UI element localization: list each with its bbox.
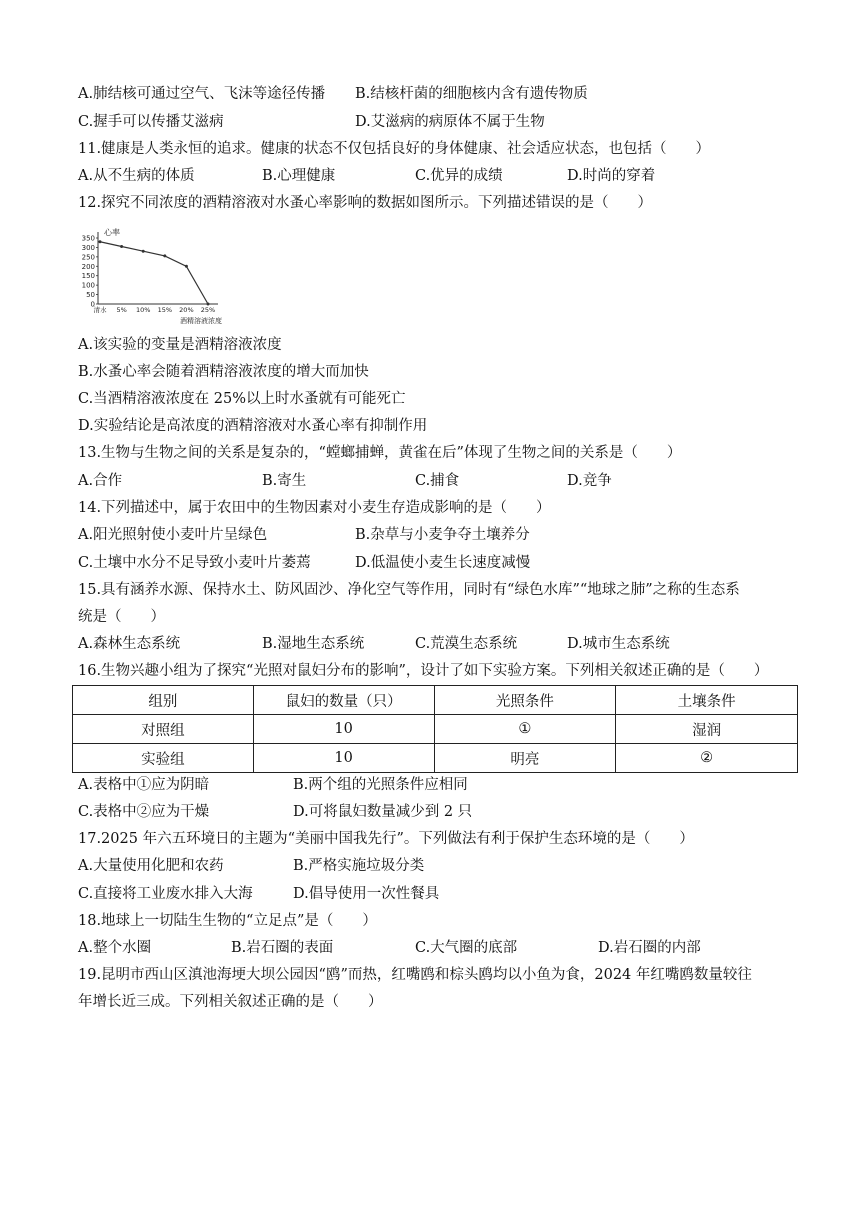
q10-option-c: C.握手可以传播艾滋病 [78, 114, 224, 130]
chart-x-ticks [94, 305, 216, 314]
q14-option-c: C.土壤中水分不足导致小麦叶片萎蔫 [78, 555, 311, 571]
x-tick-label: 25% [200, 306, 216, 314]
y-tick-label: 250 [81, 253, 95, 262]
chart-axes [98, 232, 218, 304]
chart-x-axis-label: 酒精溶液浓度 [180, 317, 222, 325]
table-row [73, 715, 798, 744]
table-cell: ① [434, 715, 616, 744]
chart-series-line [100, 242, 208, 304]
q15-option-b: B.湿地生态系统 [262, 636, 365, 652]
table-cell: 10 [253, 744, 434, 773]
q18-option-a: A.整个水圈 [78, 940, 152, 956]
experiment-table [72, 685, 798, 773]
q14-stem: 14.下列描述中，属于农田中的生物因素对小麦生存造成影响的是（ ） [78, 500, 551, 516]
x-tick-label: 清水 [93, 306, 107, 314]
q17-option-b: B.严格实施垃圾分类 [293, 858, 425, 874]
chart-y-ticks [82, 235, 98, 309]
q14-option-a: A.阳光照射使小麦叶片呈绿色 [78, 527, 268, 543]
chart-points [99, 240, 210, 305]
q12-option-b: B.水蚤心率会随着酒精溶液浓度的增大而加快 [78, 364, 369, 380]
heart-rate-chart [80, 226, 240, 326]
chart-data-point [185, 265, 188, 268]
y-tick-label: 50 [86, 291, 95, 300]
table-cell: 实验组 [73, 744, 254, 773]
q16-option-c: C.表格中②应为干燥 [78, 804, 210, 820]
q10-option-b: B.结核杆菌的细胞核内含有遗传物质 [355, 86, 588, 102]
q11-option-c: C.优异的成绩 [415, 168, 503, 184]
q10-option-a: A.肺结核可通过空气、飞沫等途径传播 [78, 86, 326, 102]
q19-stem-line1: 19.昆明市西山区滇池海埂大坝公园因“鸥”而热，红嘴鸥和棕头鸥均以小鱼为食，2024 年红嘴鸥数量较往 [78, 967, 752, 983]
q18-option-b: B.岩石圈的表面 [231, 940, 334, 956]
table-cell: 对照组 [73, 715, 254, 744]
table-header-row [73, 686, 798, 715]
q14-option-b: B.杂草与小麦争夺土壤养分 [355, 527, 530, 543]
q12-option-d: D.实验结论是高浓度的酒精溶液对水蚤心率有抑制作用 [78, 418, 428, 434]
y-tick-label: 100 [81, 281, 95, 290]
q14-option-d: D.低温使小麦生长速度减慢 [355, 555, 531, 571]
q15-option-d: D.城市生态系统 [567, 636, 670, 652]
q13-stem: 13.生物与生物之间的关系是复杂的，“螳螂捕蝉，黄雀在后”体现了生物之间的关系是（ ） [78, 445, 682, 461]
y-tick-label: 150 [81, 272, 95, 281]
chart-data-point [99, 240, 102, 243]
q17-option-c: C.直接将工业废水排入大海 [78, 886, 253, 902]
x-tick-label: 5% [116, 306, 127, 314]
x-tick-label: 10% [135, 306, 151, 314]
q17-stem: 17.2025 年六五环境日的主题为“美丽中国我先行”。下列做法有利于保护生态环境的是（ ） [78, 831, 694, 847]
q13-option-b: B.寄生 [262, 473, 307, 489]
q13-option-c: C.捕食 [415, 473, 460, 489]
q19-stem-line2: 年增长近三成。下列相关叙述正确的是（ ） [78, 994, 383, 1010]
x-tick-label: 15% [157, 306, 173, 314]
chart-data-point [163, 254, 166, 257]
q12-stem: 12.探究不同浓度的酒精溶液对水蚤心率影响的数据如图所示。下列描述错误的是（ ） [78, 195, 653, 211]
q12-option-a: A.该实验的变量是酒精溶液浓度 [78, 337, 282, 353]
table-cell: 10 [253, 715, 434, 744]
table-cell: 湿润 [616, 715, 798, 744]
q17-option-a: A.大量使用化肥和农药 [78, 858, 224, 874]
table-header-cell: 鼠妇的数量（只） [253, 686, 434, 715]
q18-option-d: D.岩石圈的内部 [598, 940, 701, 956]
q11-option-b: B.心理健康 [262, 168, 336, 184]
table-header-cell: 光照条件 [434, 686, 616, 715]
q16-stem: 16.生物兴趣小组为了探究“光照对鼠妇分布的影响”，设计了如下实验方案。下列相关叙述正确的是（ ） [78, 663, 769, 679]
y-tick-label: 0 [90, 300, 95, 309]
q16-option-a: A.表格中①应为阴暗 [78, 777, 210, 793]
q16-option-b: B.两个组的光照条件应相同 [293, 777, 468, 793]
q15-option-a: A.森林生态系统 [78, 636, 181, 652]
q13-option-d: D.竞争 [567, 473, 612, 489]
table-cell: 明亮 [434, 744, 616, 773]
table-row [73, 744, 798, 773]
table-header-cell: 组别 [73, 686, 254, 715]
chart-data-point [120, 245, 123, 248]
q15-option-c: C.荒漠生态系统 [415, 636, 518, 652]
q13-option-a: A.合作 [78, 473, 123, 489]
chart-data-point [207, 303, 210, 306]
x-tick-label: 20% [179, 306, 194, 314]
q16-option-d: D.可将鼠妇数量减少到 2 只 [293, 804, 473, 820]
chart-data-point [142, 250, 145, 253]
y-tick-label: 300 [81, 243, 95, 252]
q10-option-d: D.艾滋病的病原体不属于生物 [355, 114, 545, 130]
y-tick-label: 350 [81, 234, 95, 243]
q18-stem: 18.地球上一切陆生生物的“立足点”是（ ） [78, 913, 377, 929]
q11-stem: 11.健康是人类永恒的追求。健康的状态不仅包括良好的身体健康、社会适应状态，也包括（ ） [78, 141, 711, 157]
table-header-cell: 土壤条件 [616, 686, 798, 715]
q11-option-a: A.从不生病的体质 [78, 168, 195, 184]
q12-option-c: C.当酒精溶液浓度在 25%以上时水蚤就有可能死亡 [78, 391, 406, 407]
q18-option-c: C.大气圈的底部 [415, 940, 518, 956]
y-tick-label: 200 [81, 262, 95, 271]
q17-option-d: D.倡导使用一次性餐具 [293, 886, 440, 902]
table-cell: ② [616, 744, 798, 773]
chart-y-axis-label: 心率 [104, 228, 120, 237]
q11-option-d: D.时尚的穿着 [567, 168, 656, 184]
q15-stem-line2: 统是（ ） [78, 609, 165, 625]
q15-stem-line1: 15.具有涵养水源、保持水土、防风固沙、净化空气等作用，同时有“绿色水库”“地球之肺”之称的生态系 [78, 582, 740, 598]
